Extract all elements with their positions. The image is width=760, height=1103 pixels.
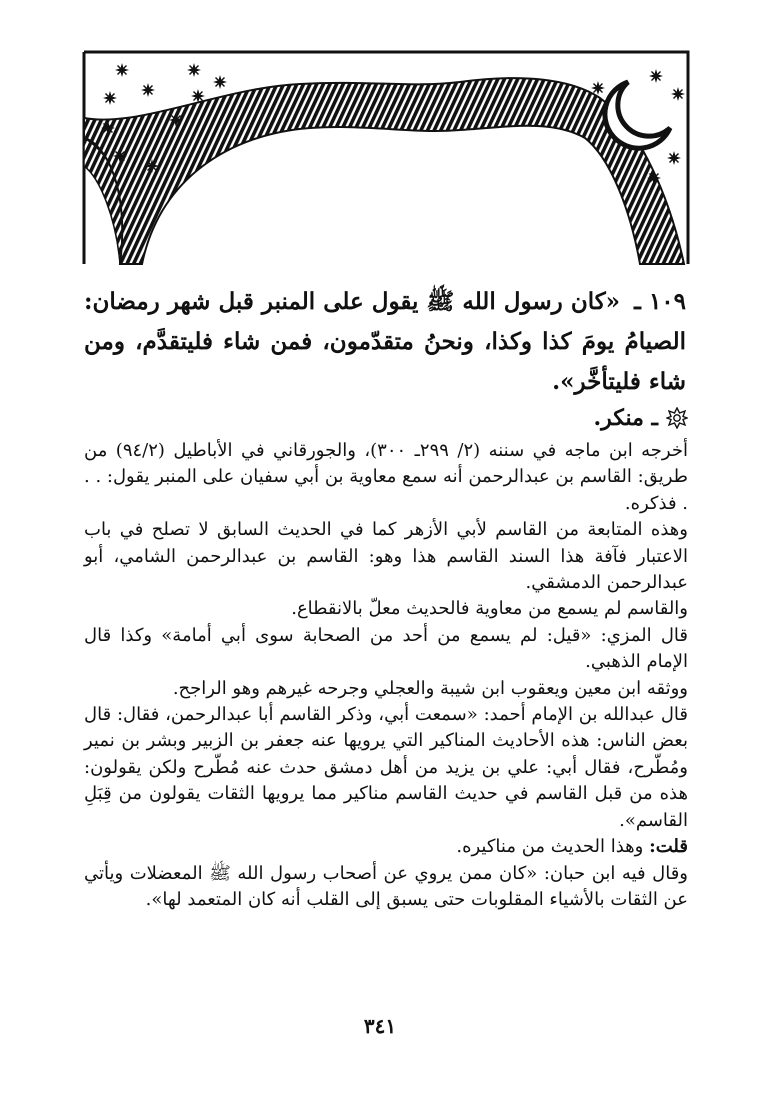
note-text: وهذا الحديث من مناكيره.: [456, 836, 644, 858]
header-ornament-icon: [80, 48, 692, 270]
hadith-text: «كان رسول الله ﷺ يقول على المنبر قبل شهر رمضان: الصيامُ يومَ كذا وكذا، ونحنُ متقدّمون، فمن شاء فليتقدَّم، ومن شاء فليتأخَّر».: [84, 288, 686, 395]
commentary-body: [84, 438, 688, 913]
paragraph: وهذه المتابعة من القاسم لأبي الأزهر كما في الحديث السابق لا تصلح في باب الاعتبار فآفة هذا السند القاسم هذا وهو: القاسم بن عبدالرحمن الشامي، أبو عبدالرحمن الدمشقي.: [84, 519, 688, 594]
flower-ornament-icon: [666, 407, 688, 429]
hadith-block: [84, 282, 686, 402]
verdict-row: [78, 405, 688, 431]
paragraph: قال المزي: «قيل: لم يسمع من أحد من الصحابة سوى أبي أمامة» وكذا قال الإمام الذهبي.: [84, 624, 688, 673]
verdict-label: ـ منكر.: [593, 405, 658, 431]
note-label: قلت:: [649, 836, 688, 858]
paragraph: وقال فيه ابن حبان: «كان ممن يروي عن أصحاب رسول الله ﷺ المعضلات ويأتي عن الثقات بالأشياء المقلوبات حتى يسبق إلى القلب أنه كان المتعمد لها».: [84, 862, 688, 910]
hadith-number: ١٠٩ ـ: [634, 288, 686, 315]
paragraph: ووثقه ابن معين ويعقوب ابن شيبة والعجلي وجرحه غيرهم وهو الراجح.: [172, 677, 688, 699]
page-number: ٣٤١: [363, 1014, 397, 1038]
note-paragraph: [84, 834, 688, 860]
paragraph: قال عبدالله بن الإمام أحمد: «سمعت أبي، وذكر القاسم أبا عبدالرحمن، فقال: قال بعض الناس: هذه الأحاديث المناكير التي يرويها عنه جعفر بن الزبير وبشر بن نمير ومُطّرح، فقال أبي: علي بن يزيد من أهل دمشق حدث عنه مُطّرح ولكن يقولون: هذه من قبل القاسم في حديث القاسم مناكير مما يرويها الثقات يقولون من قِبَلِ القاسم».: [84, 704, 688, 831]
paragraph: والقاسم لم يسمع من معاوية فالحديث معلّ بالانقطاع.: [291, 598, 688, 620]
paragraph: أخرجه ابن ماجه في سننه (٢/ ٢٩٩ـ ٣٠٠)، والجورقاني في الأباطيل (٩٤/٢) من طريق: القاسم بن عبدالرحمن أنه سمع معاوية بن أبي سفيان على المنبر يقول: . . . فذكره.: [84, 440, 688, 514]
